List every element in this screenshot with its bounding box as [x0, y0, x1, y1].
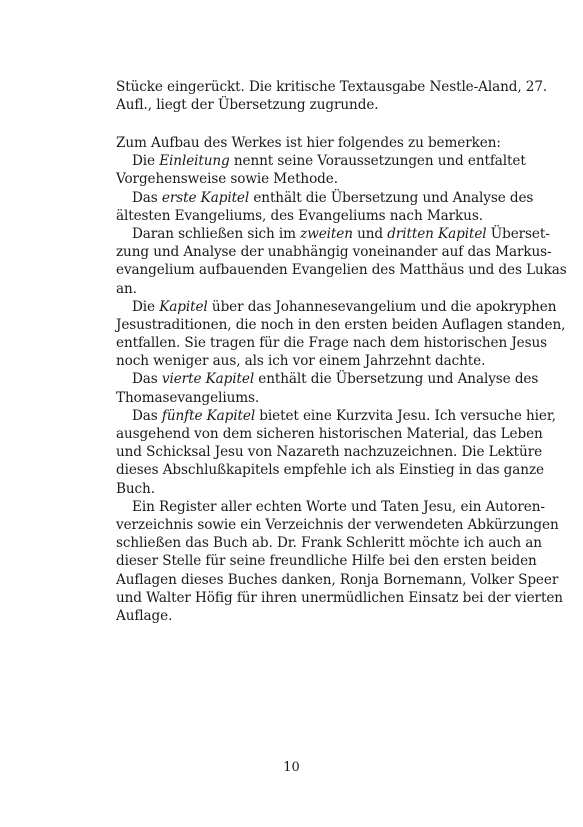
text-run: enthält die Übersetzung und Analyse des: [249, 189, 534, 206]
italic-term: erste Kapitel: [161, 189, 250, 206]
italic-term: Kapitel: [159, 298, 208, 315]
text-line: [116, 607, 516, 625]
text-line: [116, 316, 566, 334]
text-run: dieses Abschlußkapitels empfehle ich als Einstieg in das ganze: [116, 462, 544, 479]
text-run: noch weniger aus, als ich vor einem Jahrzehnt dachte.: [116, 353, 486, 370]
text-run: über das Johannesevangelium und die apokryphen: [207, 298, 557, 315]
text-line: [116, 261, 567, 279]
text-line: [116, 225, 550, 243]
text-run: an.: [116, 280, 137, 297]
text-run: Auflage.: [116, 607, 173, 624]
text-line: [116, 480, 516, 498]
italic-term: fünfte Kapitel: [161, 407, 256, 424]
text-line: Stücke eingerückt. Die kritische Textausgabe Nestle-Aland, 27.: [116, 79, 548, 95]
text-run: Buch.: [116, 480, 155, 497]
text-run: ausgehend von dem sicheren historischen Material, das Leben: [116, 426, 543, 442]
text-run: Ein Register aller echten Worte und Taten Jesu, ein Autoren-: [132, 498, 545, 515]
text-run: Auflagen dieses Buches danken, Ronja Bornemann, Volker Speer: [116, 571, 559, 588]
text-line: [116, 407, 556, 425]
text-line: Aufl., liegt der Übersetzung zugrunde.: [116, 97, 379, 114]
italic-term: dritten Kapitel: [387, 225, 487, 242]
text-run: Das: [132, 407, 162, 424]
text-run: dieser Stelle für seine freundliche Hilfe bei den ersten beiden: [116, 553, 537, 570]
italic-term: zweiten: [300, 225, 353, 242]
italic-term: vierte Kapitel: [161, 371, 255, 388]
text-run: ältesten Evangeliums, des Evangeliums nach Markus.: [116, 207, 483, 224]
text-run: evangelium aufbauenden Evangelien des Matthäus und des Lukas: [116, 262, 567, 279]
text-line: [116, 534, 542, 552]
text-run: Jesustraditionen, die noch in den ersten beiden Auflagen standen,: [116, 316, 566, 333]
text-line: [116, 334, 548, 352]
text-run: nennt seine Voraussetzungen und entfaltet: [229, 153, 526, 170]
text-run: und Walter Höfig für ihren unermüdlichen Einsatz bei der vierten: [116, 589, 563, 606]
text-run: entfallen. Sie tragen für die Frage nach dem historischen Jesus: [116, 335, 548, 352]
text-line: [116, 443, 543, 461]
text-line: [116, 170, 516, 188]
body-lines: [116, 152, 567, 625]
text-line: [116, 571, 559, 589]
text-line: [116, 589, 563, 607]
text-run: schließen das Buch ab. Dr. Frank Schleritt möchte ich auch an: [116, 535, 542, 552]
text-line: [116, 243, 552, 261]
page-number: 10: [283, 760, 300, 775]
text-line: [116, 498, 545, 516]
text-run: Die: [132, 153, 160, 170]
text-run: und Schicksal Jesu von Nazareth nachzuzeichnen. Die Lektüre: [116, 444, 543, 461]
text-line: [116, 389, 516, 407]
intro-paragraph: [116, 78, 548, 114]
italic-term: Einleitung: [159, 153, 230, 170]
structure-section: [116, 134, 567, 625]
text-line: [116, 298, 557, 316]
text-line: [116, 461, 544, 479]
text-line: [116, 152, 526, 170]
text-line: [116, 207, 516, 225]
text-run: Die: [132, 298, 160, 315]
text-line: [116, 352, 516, 370]
text-run: Daran schließen sich im: [132, 225, 301, 242]
text-run: Das: [132, 371, 162, 388]
text-line: [116, 189, 534, 207]
text-line: [116, 516, 559, 534]
text-run: zung und Analyse der unabhängig voneinander auf das Markus-: [116, 244, 552, 261]
text-run: bietet eine Kurzvita Jesu. Ich versuche hier,: [255, 407, 556, 424]
text-run: und: [352, 225, 388, 242]
text-run: verzeichnis sowie ein Verzeichnis der verwendeten Abkürzungen: [116, 516, 559, 533]
text-run: Thomasevangeliums.: [116, 389, 260, 406]
text-run: enthält die Übersetzung und Analyse des: [254, 371, 539, 388]
section-heading-line: Zum Aufbau des Werkes ist hier folgendes zu bemerken:: [116, 135, 501, 151]
text-run: Das: [132, 189, 162, 206]
text-line: [116, 552, 537, 570]
text-run: Überset-: [486, 225, 550, 242]
text-line: [116, 425, 543, 443]
text-line: [116, 280, 516, 298]
text-line: [116, 370, 539, 388]
text-run: Vorgehensweise sowie Methode.: [116, 171, 338, 188]
